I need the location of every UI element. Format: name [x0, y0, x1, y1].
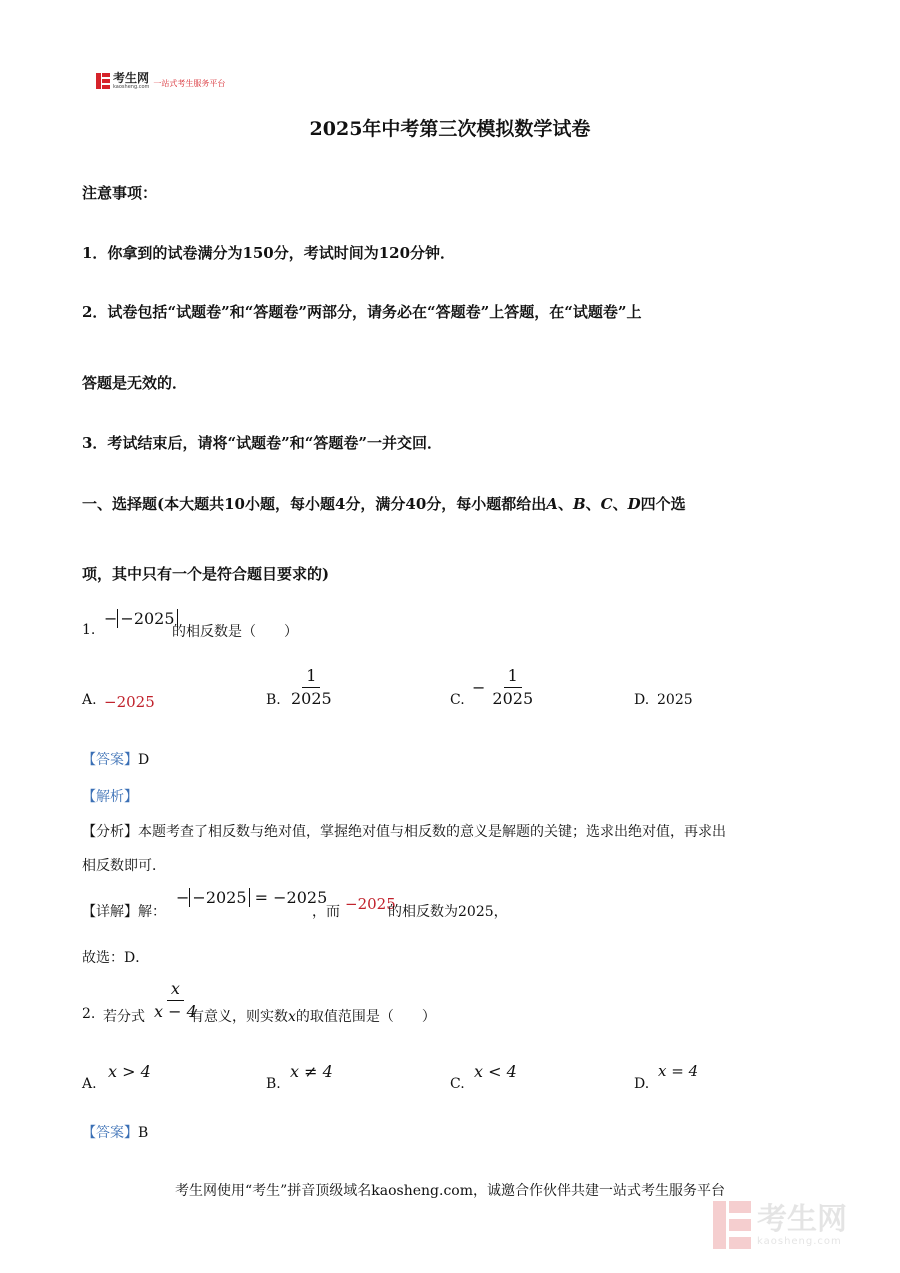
q1-number: 1.	[82, 622, 96, 638]
q1-detail-middle: ，而	[312, 904, 340, 920]
watermark-name: 考生网	[757, 1201, 847, 1237]
q1-detail-prefix: 【详解】解：	[82, 904, 166, 920]
q2-option-d-label: D.	[634, 1076, 650, 1092]
q1-option-b-label: B.	[266, 692, 281, 708]
q2-answer: 【答案】B	[82, 1125, 149, 1141]
notice-item-1: 1．你拿到的试卷满分为150分，考试时间为120分钟．	[82, 244, 456, 262]
q2-option-c-label: C.	[450, 1076, 465, 1092]
q2-option-d-value: x = 4	[658, 1062, 699, 1080]
q2-option-a-label: A.	[82, 1076, 97, 1092]
q1-option-a-label: A.	[82, 692, 97, 708]
q1-analysis-tag: 【解析】	[82, 789, 138, 805]
q2-fraction: $\frac{x}{x - 4}$	[154, 979, 197, 1021]
q1-detail-post: 的相反数为2025，	[388, 904, 508, 920]
page-title: 2025年中考第三次模拟数学试卷	[309, 118, 591, 140]
section-1-line-2: 项，其中只有一个是符合题目要求的)	[82, 565, 330, 583]
q1-detail-red-value: −2025	[345, 895, 396, 913]
q2-option-a-value: x > 4	[108, 1062, 151, 1081]
q1-option-c-label: C.	[450, 692, 465, 708]
q1-analysis-line-1: 【分析】本题考查了相反数与绝对值，掌握绝对值与相反数的意义是解题的关键；选求出绝对值，再求出	[82, 824, 726, 840]
q1-analysis-line-2: 相反数即可．	[82, 858, 166, 874]
q2-stem-mid: 有意义，则实数x的取值范围是（ ）	[190, 1009, 436, 1025]
q1-answer: 【答案】D	[82, 752, 150, 768]
notice-heading: 注意事项：	[82, 184, 158, 202]
notice-item-2b: 答题是无效的．	[82, 374, 188, 392]
q1-option-d-label: D.	[634, 692, 650, 708]
logo-domain: kaosheng.com	[113, 84, 150, 90]
notice-item-2a: 2．试卷包括“试题卷”和“答题卷”两部分，请务必在“答题卷”上答题，在“试题卷”上	[82, 303, 642, 321]
q1-expression: − −2025	[104, 609, 178, 628]
q2-number: 2.	[82, 1006, 96, 1022]
q2-option-b-label: B.	[266, 1076, 281, 1092]
q2-option-b-value: x ≠ 4	[290, 1062, 333, 1081]
q1-option-d-value: 2025	[657, 692, 693, 708]
q1-option-c-fraction: − $\frac{1}{2025}$	[472, 666, 534, 708]
watermark-domain: kaosheng.com	[757, 1235, 842, 1247]
q1-option-a-value: −2025	[104, 693, 155, 711]
watermark	[713, 1201, 847, 1249]
q1-option-b-fraction: $\frac{1}{2025}$	[291, 666, 332, 708]
logo-slogan: 一站式考生服务平台	[153, 78, 226, 88]
section-1-line-1: 一、选择题(本大题共10小题，每小题4分，满分40分，每小题都给出A、B、C、D四个选	[82, 495, 686, 513]
q2-option-c-value: x < 4	[474, 1062, 517, 1081]
q1-conclusion: 故选：D．	[82, 950, 150, 966]
q2-stem-pre: 若分式	[103, 1009, 145, 1025]
logo-icon	[96, 73, 110, 89]
watermark-logo-icon	[713, 1201, 751, 1249]
notice-item-3: 3．考试结束后，请将“试题卷”和“答题卷”一并交回．	[82, 434, 442, 452]
q1-abs-value: −2025	[117, 609, 177, 628]
q1-detail-expression: − −2025 = −2025	[176, 888, 328, 907]
logo-name: 考生网	[113, 71, 150, 85]
header-logo[interactable]	[96, 72, 225, 90]
q1-stem: 的相反数是（ ）	[172, 624, 298, 640]
page-footer: 考生网使用“考生”拼音顶级域名kaosheng.com，诚邀合作伙伴共建一站式考生服务平台	[174, 1183, 726, 1199]
